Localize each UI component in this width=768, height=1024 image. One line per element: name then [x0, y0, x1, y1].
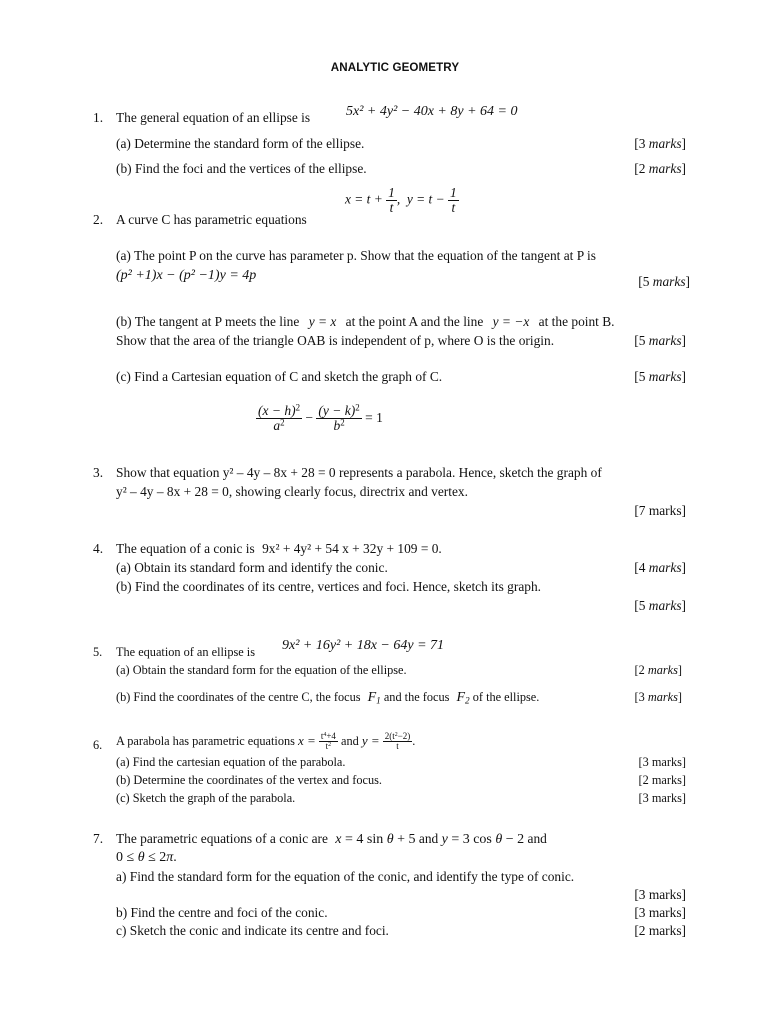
marks: [2 marks] [634, 663, 682, 677]
marks: [2 marks] [634, 161, 686, 176]
question-stem: The parametric equations of a conic are x = 4 sin θ + 5 and y = 3 cos θ − 2 and [116, 831, 547, 847]
marks: [2 marks] [638, 773, 686, 787]
marks: [5 marks] [634, 333, 686, 348]
part-a: a) Find the standard form for the equation of the conic, and identify the type of conic. [116, 869, 575, 884]
question-line-1: Show that equation y² – 4y – 8x + 28 = 0 represents a parabola. Hence, sketch the graph of [116, 465, 602, 480]
marks: [2 marks] [634, 923, 686, 938]
part-c: (c) Sketch the graph of the parabola. [116, 791, 296, 805]
part-c: c) Sketch the conic and indicate its centre and foci. [116, 923, 389, 938]
part-b: (b) Find the foci and the vertices of the ellipse. [116, 161, 367, 176]
marks: [3 marks] [638, 791, 686, 805]
marks: [4 marks] [634, 560, 686, 575]
question-number: 5. [93, 645, 103, 659]
ellipse-equation: 9x² + 16y² + 18x − 64y = 71 [282, 638, 445, 653]
part-a: (a) Obtain its standard form and identify the conic. [116, 560, 388, 575]
part-b: (b) Determine the coordinates of the vertex and focus. [116, 773, 382, 787]
marks: [5 marks] [638, 274, 690, 289]
marks: [3 marks] [634, 887, 686, 902]
question-stem: The equation of an ellipse is [116, 645, 255, 659]
marks: [5 marks] [634, 369, 686, 384]
part-a: (a) The point P on the curve has parameter p. Show that the equation of the tangent at P is [116, 248, 596, 263]
question-stem: The general equation of an ellipse is [116, 110, 311, 125]
theta-range: 0 ≤ θ ≤ 2π. [116, 850, 177, 865]
marks: [3 marks] [634, 690, 682, 704]
question-stem: The equation of a conic is 9x² + 4y² + 54 x + 32y + 109 = 0. [116, 541, 442, 556]
question-line-2: y² – 4y – 8x + 28 = 0, showing clearly focus, directrix and vertex. [116, 484, 468, 499]
marks: [7 marks] [634, 503, 686, 518]
marks: [3 marks] [634, 136, 686, 151]
parametric-equations: x = t + $\frac{1}{t}$ , y = t − $\frac{1}{t}$ [345, 185, 457, 216]
part-b-line2: Show that the area of the triangle OAB is independent of p, where O is the origin. [116, 333, 555, 348]
part-a: (a) Determine the standard form of the ellipse. [116, 136, 365, 151]
question-number: 7. [93, 831, 104, 846]
question-number: 3. [93, 465, 104, 480]
part-a: (a) Find the cartesian equation of the parabola. [116, 755, 346, 769]
tangent-equation: (p² +1)x − (p² −1)y = 4p [116, 268, 257, 283]
page-title: ANALYTIC GEOMETRY [330, 61, 460, 74]
part-a: (a) Obtain the standard form for the equation of the ellipse. [116, 663, 407, 677]
question-number: 4. [93, 541, 104, 556]
question-number: 2. [93, 212, 104, 227]
part-c: (c) Find a Cartesian equation of C and sketch the graph of C. [116, 369, 443, 384]
part-b: (b) Find the coordinates of the centre C, the focus $F_1$ and the focus $F_2$ of the ellipse. [116, 690, 540, 706]
question-number: 1. [93, 110, 104, 125]
part-b: (b) The tangent at P meets the line y = x at the point A and the line y = −x at the point B. [116, 314, 615, 329]
question-stem: A curve C has parametric equations [116, 212, 307, 227]
ellipse-equation: 5x² + 4y² − 40x + 8y + 64 = 0 [346, 104, 518, 119]
marks: [3 marks] [634, 905, 686, 920]
part-b: b) Find the centre and foci of the conic. [116, 905, 328, 920]
question-stem: A parabola has parametric equations x = $\frac{t^4+4}{t^2}$ and y = $\frac{2(t^2-2)}{t}$ . [116, 731, 416, 752]
question-number: 6. [93, 738, 103, 752]
hyperbola-standard-form: $\frac{(x - h)^2}{a^2}$ − $\frac{(y - k)^2}{b^2}$ = 1 [258, 402, 383, 434]
marks: [3 marks] [638, 755, 686, 769]
marks: [5 marks] [634, 598, 686, 613]
part-b: (b) Find the coordinates of its centre, vertices and foci. Hence, sketch its graph. [116, 579, 542, 594]
